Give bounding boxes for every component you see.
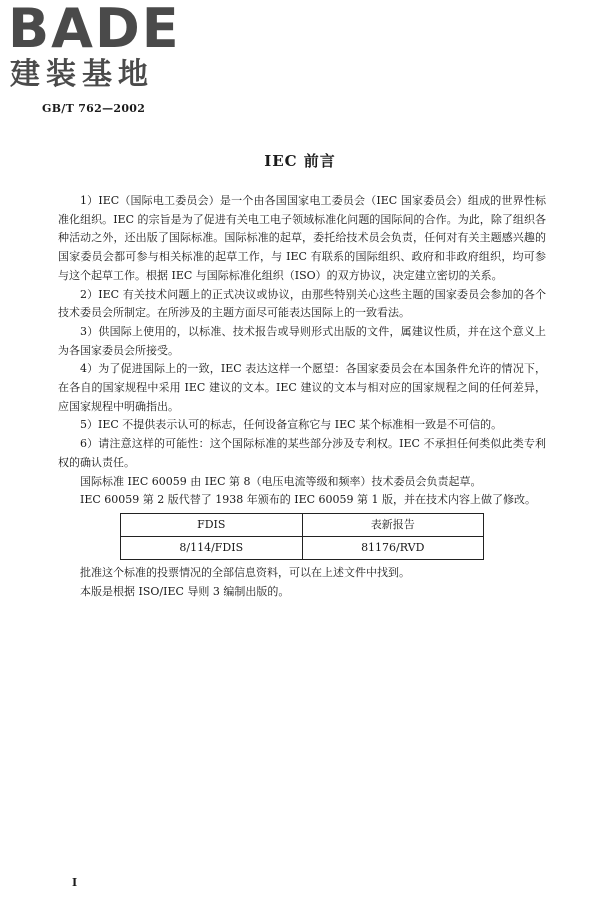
- paragraph-4: 4）为了促进国际上的一致，IEC 表达这样一个愿望：各国家委员会在本国条件允许的情况下，在各自的国家规程中采用 IEC 建议的文本。IEC 建议的文本与相对应的国家规程之间的任何差异，应国家规程中明确指出。: [58, 362, 546, 413]
- logo-wordmark: BADE: [8, 0, 181, 60]
- page-number: I: [72, 876, 78, 889]
- page-title: IEC 前言: [264, 152, 336, 170]
- paragraph-voting-info: 批准这个标准的投票情况的全部信息资料，可以在上述文件中找到。: [80, 565, 410, 579]
- table-header-report: 表新报告: [302, 513, 484, 536]
- paragraph-5: 5）IEC 不提供表示认可的标志，任何设备宣称它与 IEC 某个标准相一致是不可信的。: [80, 418, 503, 432]
- table-header-row: [121, 513, 484, 536]
- table-header-fdis: FDIS: [121, 513, 303, 536]
- foreword-body: [58, 192, 546, 601]
- paragraph-3: 3）供国际上使用的，以标准、技术报告或导则形式出版的文件，属建议性质，并在这个意义上为各国家委员会所接受。: [58, 324, 546, 357]
- paragraph-edition-basis: 本版是根据 ISO/IEC 导则 3 编制出版的。: [80, 584, 290, 598]
- paragraph-edition-replacement: IEC 60059 第 2 版代替了 1938 年颁布的 IEC 60059 第 1 版，并在技术内容上做了修改。: [80, 493, 537, 507]
- paragraph-2: 2）IEC 有关技术问题上的正式决议或协议，由那些特别关心这些主题的国家委员会参加的各个技术委员会所制定。在所涉及的主题方面尽可能表达国际上的一致看法。: [58, 287, 546, 320]
- table-row: [121, 536, 484, 559]
- bade-logo: [8, 0, 181, 94]
- paragraph-6: 6）请注意这样的可能性：这个国际标准的某些部分涉及专利权。IEC 不承担任何类似此类专利权的确认责任。: [58, 437, 546, 469]
- standard-code: GB/T 762—2002: [42, 102, 146, 115]
- voting-documents-table: [120, 513, 484, 560]
- table-cell-rvd: 81176/RVD: [302, 536, 484, 559]
- logo-chinese-name: 建装基地: [10, 57, 154, 92]
- paragraph-drafting-committee: 国际标准 IEC 60059 由 IEC 第 8（电压电流等级和频率）技术委员会负责起草。: [80, 474, 482, 488]
- table-cell-fdis: 8/114/FDIS: [121, 536, 303, 559]
- paragraph-1: 1）IEC（国际电工委员会）是一个由各国国家电工委员会（IEC 国家委员会）组成的世界性标准化组织。IEC 的宗旨是为了促进有关电工电子领域标准化问题的国际间的合作。为此，除了组织各种活动之外，还出版了国际标准。国际标准的起草，委托给技术员会负责，任何对有关主题感兴趣的国家委员会都可参与相关标准的起草工作，与 IEC 有联系的国际组织、政府和非政府组织，均可参与这个起草工作。根据 IEC 与国际标准化组织（ISO）的双方协议，决定建立密切的关系。: [58, 194, 546, 282]
